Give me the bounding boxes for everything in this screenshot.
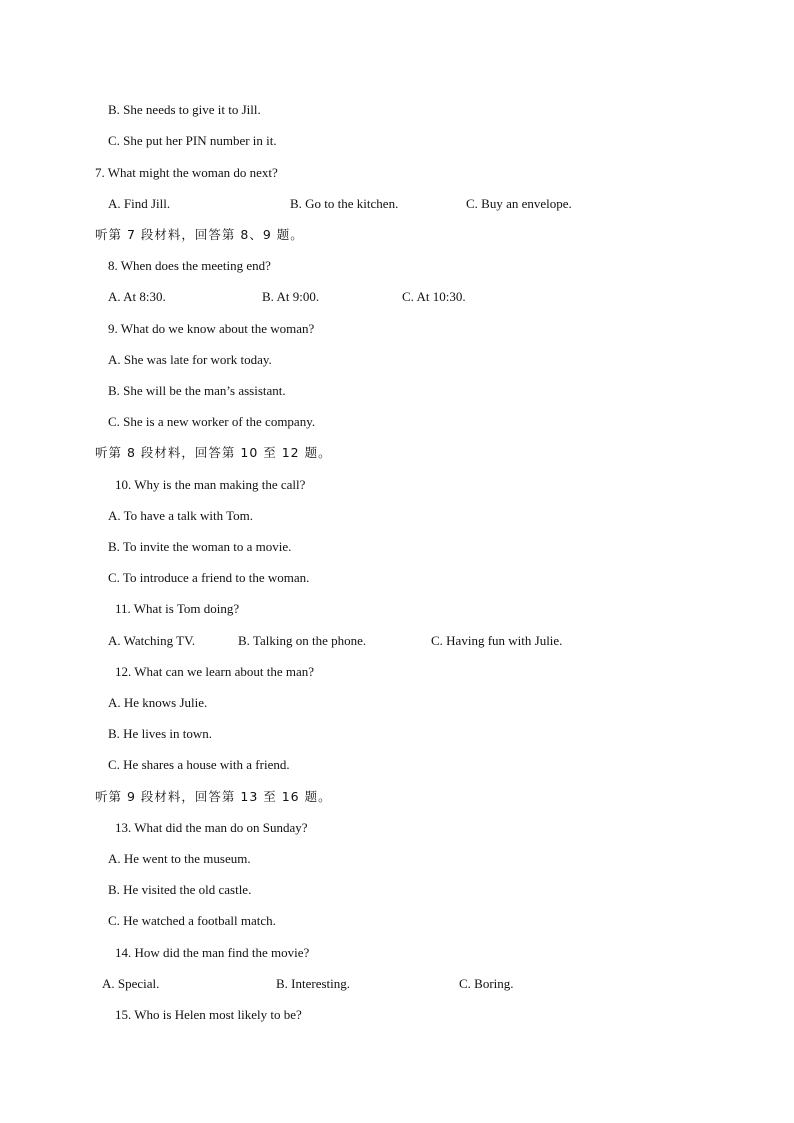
q14-option-b: B. Interesting. xyxy=(276,976,351,991)
q10-option-c: C. To introduce a friend to the woman. xyxy=(108,570,310,585)
q13-option-a: A. He went to the museum. xyxy=(108,851,251,866)
q13-option-b: B. He visited the old castle. xyxy=(108,882,252,897)
q8-stem: 8. When does the meeting end? xyxy=(108,258,271,273)
q9-option-c: C. She is a new worker of the company. xyxy=(108,414,316,429)
section-9-heading: 听第 9 段材料，回答第 13 至 16 题。 xyxy=(95,789,332,804)
q9-option-a: A. She was late for work today. xyxy=(108,352,272,367)
q10-option-b: B. To invite the woman to a movie. xyxy=(108,539,292,554)
q12-option-b: B. He lives in town. xyxy=(108,726,212,741)
q7-option-b: B. Go to the kitchen. xyxy=(290,196,399,211)
q6-option-c: C. She put her PIN number in it. xyxy=(108,133,277,148)
q6-option-b: B. She needs to give it to Jill. xyxy=(108,102,261,117)
q13-option-c: C. He watched a football match. xyxy=(108,913,276,928)
q14-option-c: C. Boring. xyxy=(459,976,514,991)
q7-stem: 7. What might the woman do next? xyxy=(95,165,278,180)
q10-stem: 10. Why is the man making the call? xyxy=(115,477,306,492)
q10-option-a: A. To have a talk with Tom. xyxy=(108,508,254,523)
q8-option-b: B. At 9:00. xyxy=(262,289,320,304)
q11-stem: 11. What is Tom doing? xyxy=(115,601,240,616)
q15-stem: 15. Who is Helen most likely to be? xyxy=(115,1007,302,1022)
q11-option-a: A. Watching TV. xyxy=(108,633,196,648)
q7-option-c: C. Buy an envelope. xyxy=(466,196,572,211)
q8-option-c: C. At 10:30. xyxy=(402,289,466,304)
section-7-heading: 听第 7 段材料，回答第 8、9 题。 xyxy=(95,227,304,242)
q11-option-c: C. Having fun with Julie. xyxy=(431,633,563,648)
q13-stem: 13. What did the man do on Sunday? xyxy=(115,820,308,835)
q12-option-c: C. He shares a house with a friend. xyxy=(108,757,290,772)
q12-stem: 12. What can we learn about the man? xyxy=(115,664,315,679)
q9-stem: 9. What do we know about the woman? xyxy=(108,321,315,336)
q8-option-a: A. At 8:30. xyxy=(108,289,166,304)
q9-option-b: B. She will be the man’s assistant. xyxy=(108,383,286,398)
section-8-heading: 听第 8 段材料，回答第 10 至 12 题。 xyxy=(95,445,332,460)
q14-option-a: A. Special. xyxy=(102,976,160,991)
q7-option-a: A. Find Jill. xyxy=(108,196,171,211)
q14-stem: 14. How did the man find the movie? xyxy=(115,945,310,960)
q12-option-a: A. He knows Julie. xyxy=(108,695,208,710)
q11-option-b: B. Talking on the phone. xyxy=(238,633,367,648)
